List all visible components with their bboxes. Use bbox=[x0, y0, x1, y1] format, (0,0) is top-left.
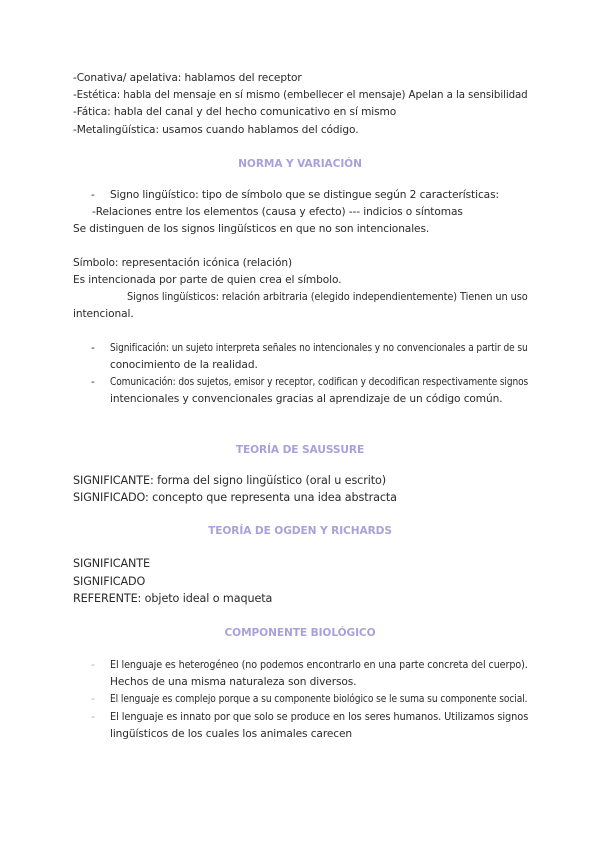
line-significado-or: SIGNIFICADO bbox=[73, 575, 146, 588]
bullet-innato: El lenguaje es innato por que solo se produce en los seres humanos. Utilizamos signos bbox=[110, 711, 529, 723]
intro-line-metalinguistica: -Metalingüística: usamos cuando hablamos del código. bbox=[73, 124, 359, 136]
bullet-comunicacion-cont: intencionales y convencionales gracias al aprendizaje de un código común. bbox=[110, 393, 503, 405]
heading-componente-biologico: COMPONENTE BIOLÓGICO bbox=[224, 627, 376, 639]
line-significado: SIGNIFICADO: concepto que representa una idea abstracta bbox=[73, 491, 397, 504]
bullet-complejo: El lenguaje es complejo porque a su componente biológico se le suma su componente social. bbox=[110, 693, 528, 705]
line-referente: REFERENTE: objeto ideal o maqueta bbox=[73, 592, 273, 605]
heading-teoria-saussure: TEORÍA DE SAUSSURE bbox=[235, 444, 365, 456]
heading-teoria-ogden-richards: TEORÍA DE OGDEN Y RICHARDS bbox=[208, 525, 392, 537]
intro-line-estetica: -Estética: habla del mensaje en sí mismo (embellecer el mensaje) Apelan a la sensibilidad bbox=[73, 89, 528, 101]
bullet-dash: - bbox=[91, 376, 95, 388]
line-significante: SIGNIFICANTE: forma del signo lingüístico (oral u escrito) bbox=[73, 474, 387, 487]
line-simbolo: Símbolo: representación icónica (relación) bbox=[73, 257, 292, 269]
bullet-heterogeneo-cont: Hechos de una misma naturaleza son diversos. bbox=[110, 676, 357, 688]
bullet-significacion: Significación: un sujeto interpreta señales no intencionales y no convencionales a partir de su bbox=[110, 342, 528, 354]
line-intencional: intencional. bbox=[73, 308, 134, 320]
bullet-comunicacion: Comunicación: dos sujetos, emisor y receptor, codifican y decodifican respectivamente signos bbox=[110, 376, 529, 388]
bullet-dash: - bbox=[91, 711, 95, 723]
line-intencionada: Es intencionada por parte de quien crea el símbolo. bbox=[73, 274, 342, 286]
bullet-dash: - bbox=[91, 659, 95, 671]
line-no-intencionales: Se distinguen de los signos lingüísticos en que no son intencionales. bbox=[73, 223, 430, 235]
bullet-dash: - bbox=[91, 342, 95, 354]
bullet-signo-linguistico: Signo lingüístico: tipo de símbolo que se distingue según 2 características: bbox=[110, 189, 499, 201]
line-signos-linguisticos: Signos lingüísticos: relación arbitraria (elegido independientemente) Tienen un uso bbox=[127, 291, 528, 303]
intro-line-fatica: -Fática: habla del canal y del hecho comunicativo en sí mismo bbox=[73, 106, 397, 118]
bullet-heterogeneo: El lenguaje es heterogéneo (no podemos encontrarlo en una parte concreta del cuerpo). bbox=[110, 659, 528, 671]
line-significante-or: SIGNIFICANTE bbox=[73, 557, 151, 570]
bullet-innato-cont: lingüísticos de los cuales los animales carecen bbox=[110, 728, 353, 740]
heading-norma-variacion: NORMA Y VARIACIÓN bbox=[238, 158, 362, 170]
bullet-significacion-cont: conocimiento de la realidad. bbox=[110, 359, 258, 371]
sub-relaciones: -Relaciones entre los elementos (causa y efecto) --- indicios o síntomas bbox=[92, 206, 463, 218]
intro-line-conativa: -Conativa/ apelativa: hablamos del receptor bbox=[73, 72, 302, 84]
bullet-dash: - bbox=[91, 693, 95, 705]
bullet-dash: - bbox=[91, 189, 95, 201]
